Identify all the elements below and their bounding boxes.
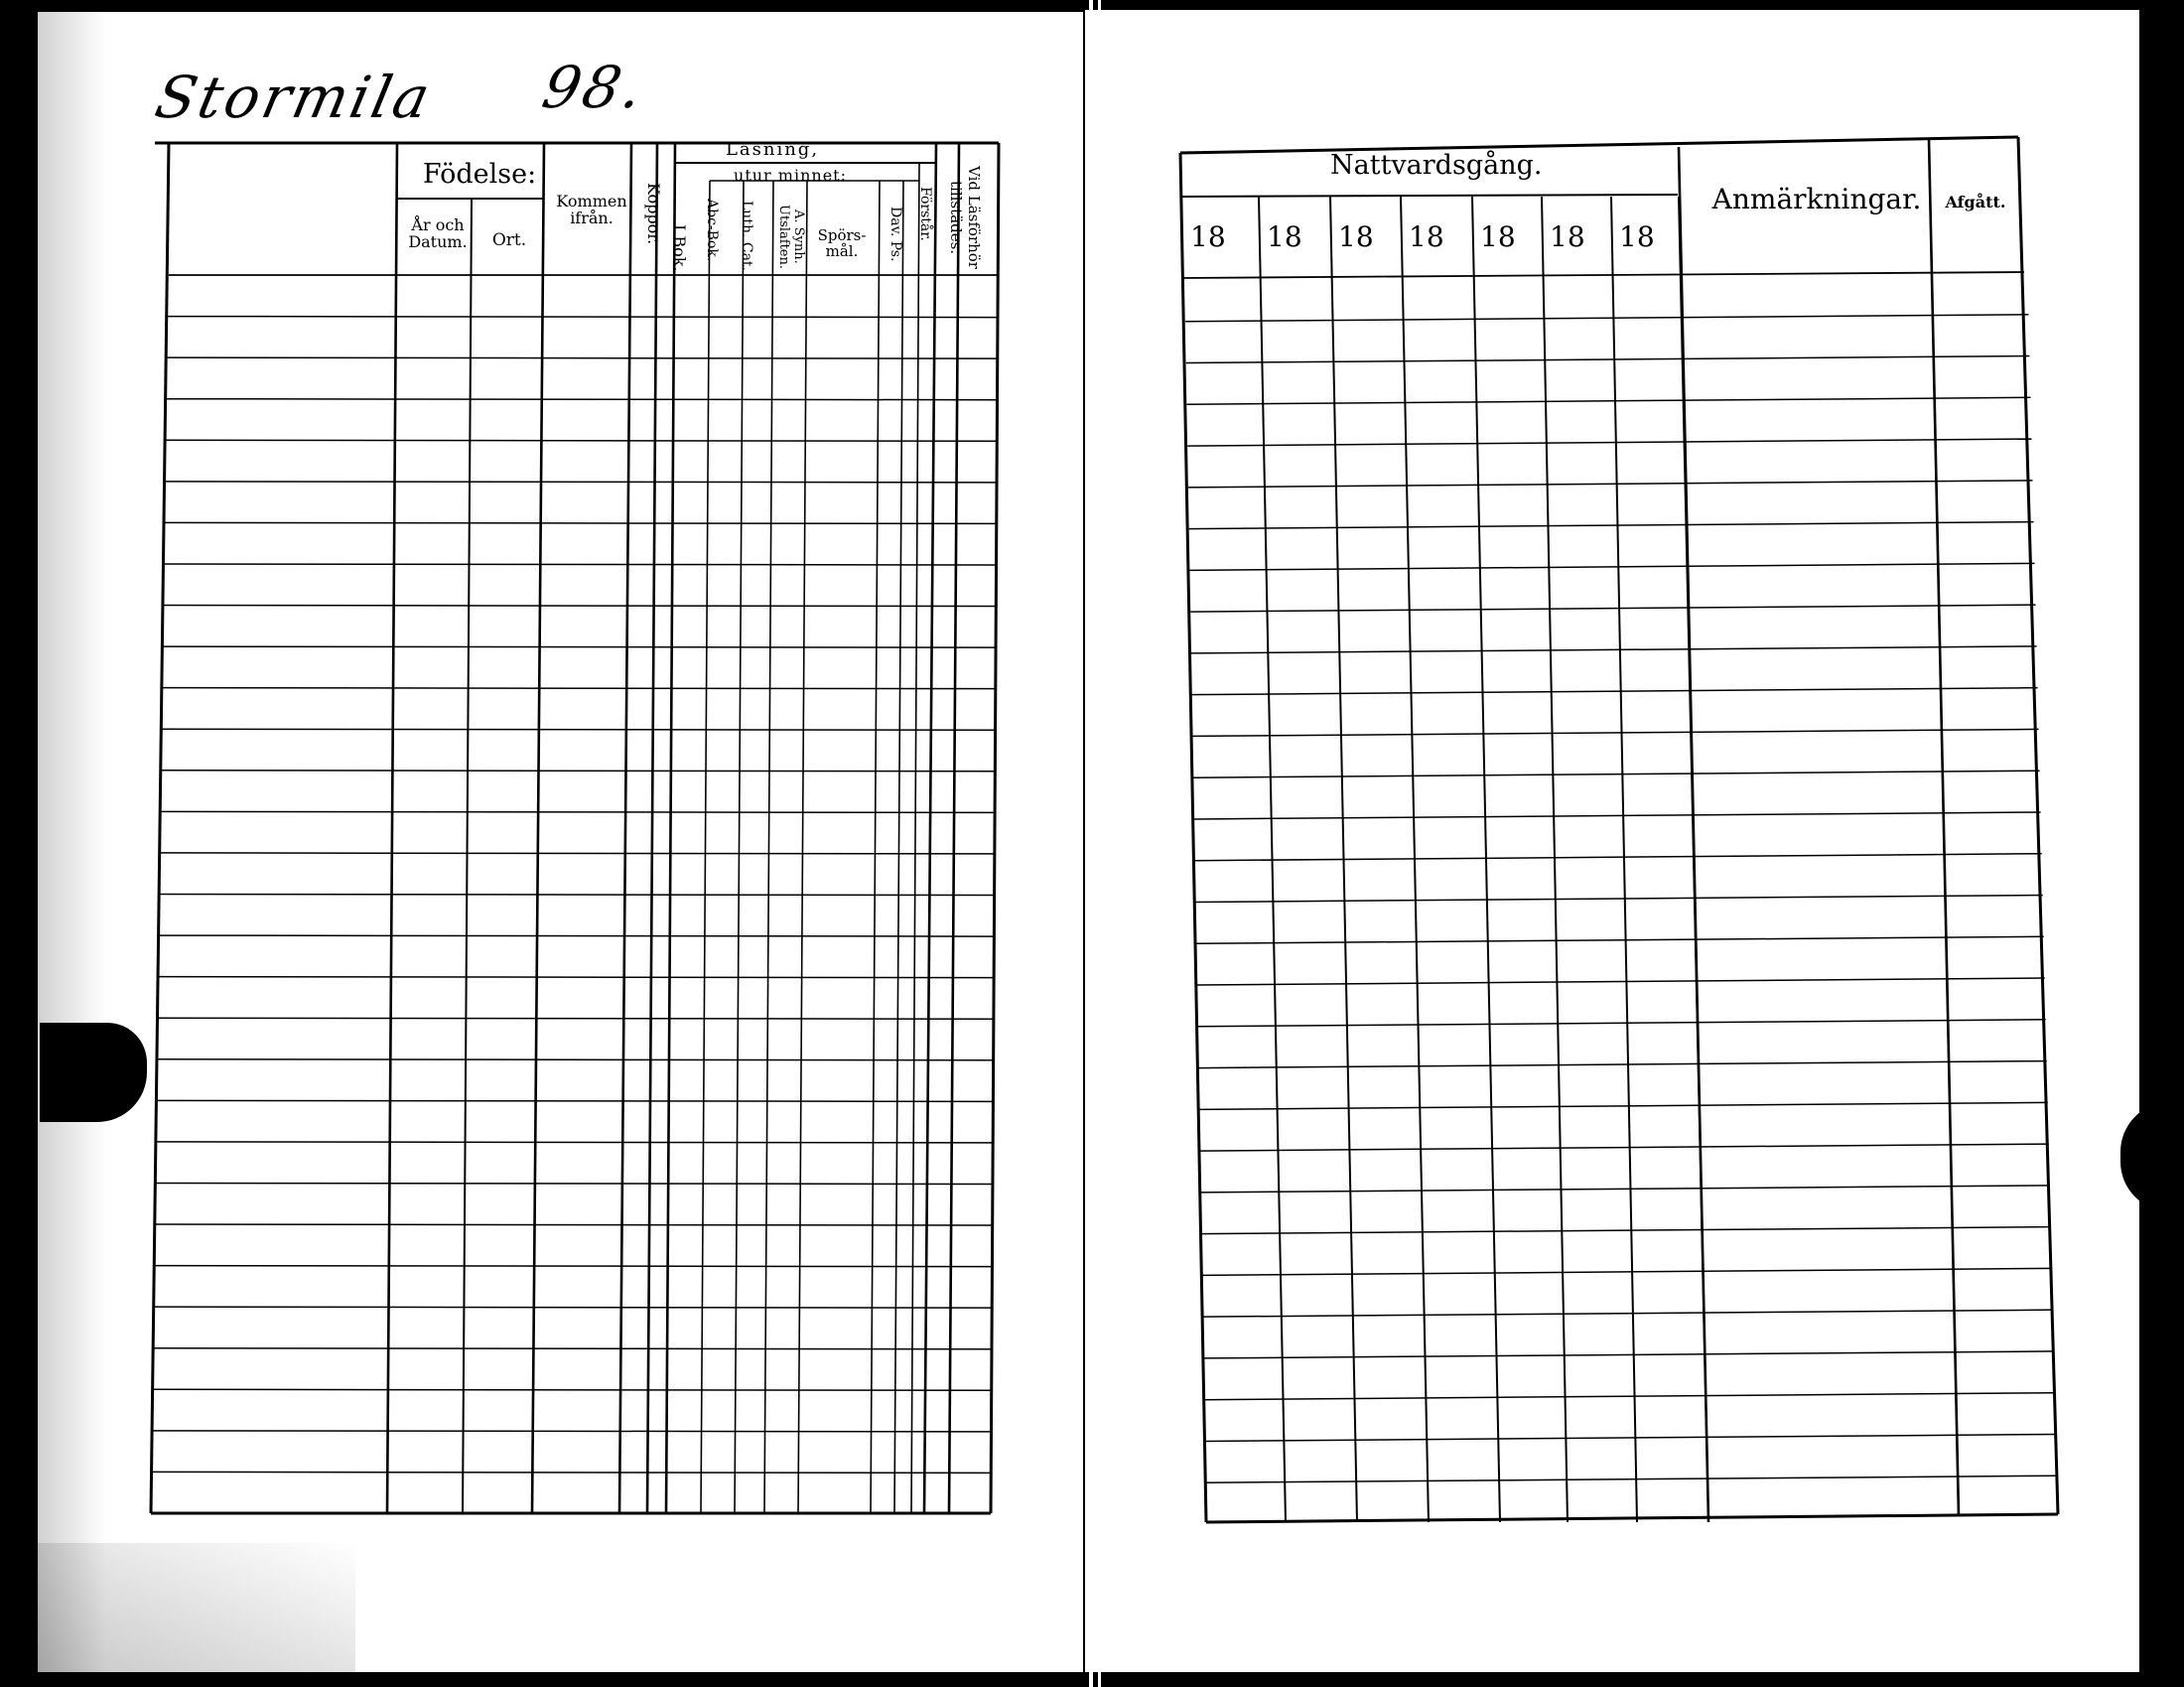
left-thumb-tab (40, 1023, 147, 1122)
table-row-rule (1188, 481, 2032, 488)
table-row-rule (161, 771, 996, 772)
table-row-rule (160, 811, 995, 812)
table-row-rule (159, 935, 995, 936)
column-divider (735, 181, 744, 1513)
table-border-left (151, 143, 169, 1513)
table-row-rule (155, 1183, 993, 1184)
table-row-rule (158, 977, 994, 978)
table-row-rule (1200, 1186, 2050, 1193)
table-row-rule (165, 440, 997, 441)
table-border-top (1180, 137, 2018, 153)
column-divider (911, 163, 919, 1513)
right-register-grid (1085, 10, 2139, 1672)
table-row-rule (154, 1266, 992, 1267)
communion-year-label: 18 (1190, 220, 1226, 253)
table-row-rule (1197, 978, 2045, 985)
table-row-rule (1187, 439, 2031, 446)
table-row-rule (1190, 605, 2035, 612)
examination-header: Vid Läsförhör tillstädes. (947, 166, 983, 269)
table-row-rule (1191, 646, 2037, 653)
table-row-rule (1205, 1476, 2057, 1482)
birth-heading: Födelse: (422, 159, 537, 190)
synod-explanation-header: A. Synh. Utslaften. (776, 204, 806, 269)
remarks-header: Anmärkningar. (1711, 183, 1922, 215)
handwritten-page-number: 98. (536, 54, 652, 121)
column-divider (1472, 197, 1500, 1522)
table-row-rule (1199, 1102, 2048, 1109)
davids-psalms-header: Dav. Ps. (887, 207, 903, 262)
communion-year-label: 18 (1550, 220, 1585, 253)
table-row-rule (1201, 1227, 2051, 1234)
table-row-rule (1202, 1310, 2052, 1317)
right-page (1085, 10, 2139, 1672)
column-divider (1929, 139, 1959, 1516)
handwritten-place-name: Stormila (149, 64, 439, 131)
table-row-rule (1205, 1434, 2056, 1441)
table-row-rule (158, 1018, 994, 1019)
column-divider (894, 181, 903, 1513)
table-row-rule (162, 646, 996, 647)
communion-year-label: 18 (1619, 220, 1655, 253)
birth-place-header: Ort. (491, 230, 527, 250)
arrived-from-header: Kommen ifrån. (556, 192, 627, 227)
column-divider (701, 181, 710, 1513)
table-row-rule (160, 853, 995, 854)
abc-book-header: Abc-Bok. (704, 199, 720, 262)
birth-year-date-header: År och Datum. (408, 215, 468, 251)
table-row-rule (159, 895, 994, 896)
column-divider (871, 181, 880, 1513)
departed-header: Afgått. (1945, 193, 2006, 211)
table-row-rule (1189, 563, 2034, 570)
table-border-right (2018, 137, 2058, 1514)
table-row-rule (165, 482, 997, 483)
column-divider (1611, 197, 1637, 1522)
table-row-rule (156, 1100, 993, 1101)
table-row-rule (156, 1142, 993, 1143)
table-row-rule (152, 1431, 991, 1432)
questions-header: Spörs- mål. (817, 226, 867, 260)
communion-year-label: 18 (1267, 220, 1302, 253)
table-row-rule (164, 522, 997, 523)
communion-heading: Nattvardsgång. (1330, 150, 1543, 181)
table-row-rule (1187, 397, 2031, 404)
column-divider (798, 181, 807, 1513)
table-row-rule (1203, 1351, 2054, 1358)
table-row-rule (166, 399, 998, 400)
table-row-rule (1197, 1020, 2045, 1027)
column-divider (764, 181, 773, 1513)
table-row-rule (1196, 936, 2044, 943)
table-row-rule (166, 357, 998, 358)
communion-heading-rule (1182, 195, 1678, 197)
communion-year-label: 18 (1480, 220, 1516, 253)
table-row-rule (1189, 522, 2034, 529)
table-border-left (1180, 153, 1206, 1522)
left-page (38, 12, 1083, 1672)
table-row-rule (161, 729, 995, 730)
table-row-rule (153, 1389, 992, 1390)
table-row-rule (162, 688, 996, 689)
table-row-rule (163, 564, 996, 565)
luth-cat-header: Luth. Cat. (739, 201, 754, 271)
table-row-rule (1186, 356, 2030, 363)
communion-year-label: 18 (1338, 220, 1374, 253)
in-book-header: I Bok. (670, 224, 689, 272)
table-border-bottom (1206, 1514, 2058, 1522)
table-row-rule (1193, 771, 2040, 777)
left-register-grid (38, 12, 1083, 1672)
table-row-rule (154, 1307, 992, 1308)
column-divider (1542, 197, 1568, 1522)
table-row-rule (1198, 1061, 2047, 1068)
reading-by-heart-subheading: utur minnet: (734, 166, 847, 185)
understanding-header: Förstår. (917, 187, 933, 241)
smallpox-header: Koppor. (644, 183, 663, 245)
table-row-rule (163, 606, 996, 607)
table-row-rule (1185, 315, 2028, 322)
table-row-rule (1204, 1393, 2055, 1400)
table-row-rule (1194, 812, 2041, 819)
table-row-rule (1202, 1268, 2052, 1275)
table-row-rule (155, 1224, 993, 1225)
column-divider (463, 199, 472, 1513)
communion-year-label: 18 (1409, 220, 1444, 253)
table-row-rule (1195, 896, 2042, 903)
column-divider (1679, 147, 1708, 1522)
table-row-rule (157, 1059, 994, 1060)
table-row-rule (153, 1348, 992, 1349)
table-row-rule (1192, 688, 2038, 695)
table-row-rule (152, 1472, 992, 1473)
table-row-rule (1194, 854, 2041, 861)
header-bottom-rule (1182, 272, 2024, 278)
table-row-rule (1192, 729, 2038, 736)
reading-heading: Läsning, (725, 139, 820, 160)
table-row-rule (1200, 1144, 2049, 1151)
table-row-rule (167, 317, 998, 318)
